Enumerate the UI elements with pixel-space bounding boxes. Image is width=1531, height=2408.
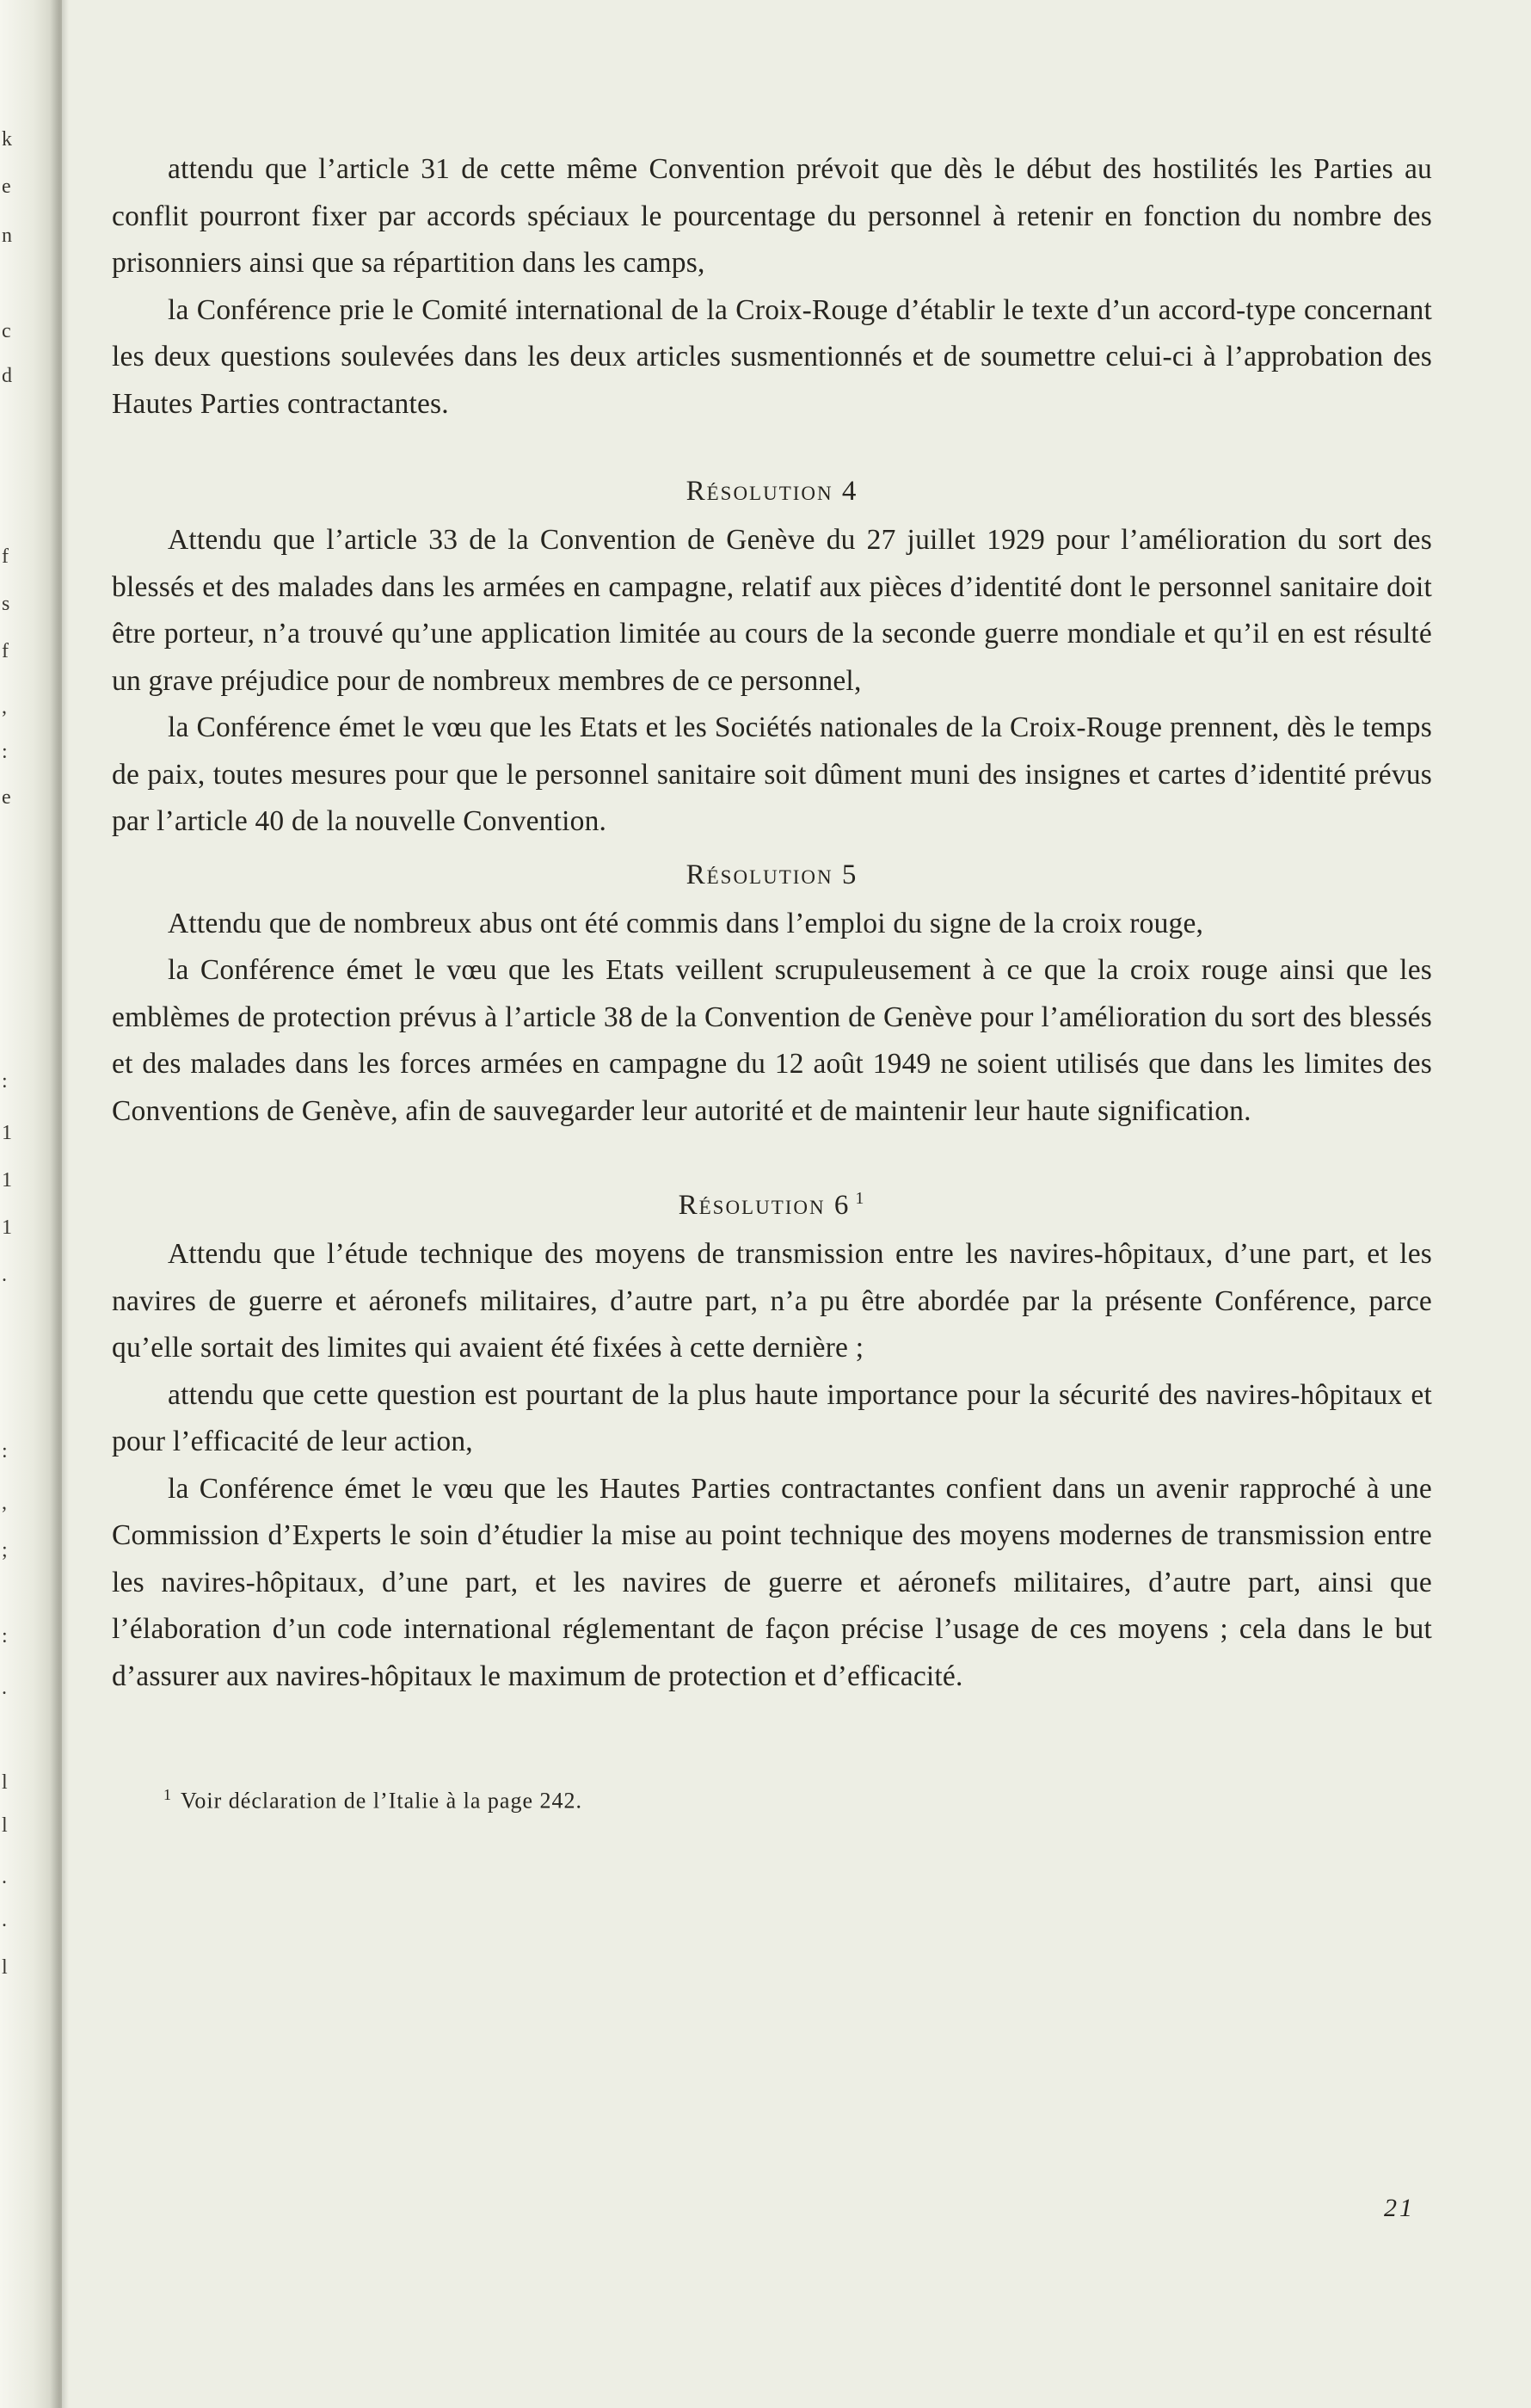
gutter-fragment: e [2,786,11,809]
resolution-6-title: Résolution 6 [678,1190,851,1221]
paragraph-conference-request: la Conférence prie le Comité international de la Croix-Rouge d’établir le texte d’un accord-type concernant les deux questions soulevées dans les deux articles susmentionnés et de soumettre celui-ci à l’approbation des Hautes Parties contractantes. [112,293,1432,420]
resolution-5-paragraph: Attendu que de nombreux abus ont été commis dans l’emploi du signe de la croix rouge, [168,907,1204,939]
footnote-text: Voir déclaration de l’Italie à la page 242. [181,1788,583,1814]
gutter-fragment: : [2,741,8,763]
gutter-fragment: 1 [2,1122,12,1144]
gutter-fragment: n [2,225,12,247]
resolution-6-paragraph: Attendu que l’étude technique des moyens de transmission entre les navires-hôpitaux, d’une part, et les navires de guerre et aéronefs militaires, d’autre part, n’a pu être abordée par la présente Conférence, parce qu’elle sortait des limites qui avaient été fixées à cette dernière ; [112,1238,1432,1364]
gutter-fragment: f [2,545,9,568]
gutter-fragment: . [2,1677,7,1699]
gutter-fragment: , [2,696,7,718]
gutter-fragment: c [2,320,11,342]
gutter-fragment: . [2,1264,7,1286]
gutter-fragment: 1 [2,1169,12,1192]
binding-shadow [50,0,69,2408]
resolution-5-heading: Résolution 5 [686,859,858,890]
gutter-fragment: 1 [2,1216,12,1239]
gutter-fragment: e [2,176,11,198]
gutter-fragment: s [2,593,10,615]
footnote [112,1779,1432,1817]
gutter-fragment: , [2,1492,7,1514]
page-number: 21 [1384,2194,1415,2222]
footnote-reference: 1 [855,1189,866,1208]
gutter-fragment: . [2,1909,7,1931]
footnote-marker: 1 [163,1786,172,1803]
resolution-5-paragraph: la Conférence émet le vœu que les Etats veillent scrupuleusement à ce que la croix rouge ainsi que les emblèmes de protection prévus à l’article 38 de la Convention de Genève pour l’amélioration du sort des blessés et des malades dans les forces armées en campagne du 12 août 1949 ne soient utilisés que dans les limites des Conventions de Genève, afin de sauvegarder leur autorité et de maintenir leur haute signification. [112,954,1432,1127]
gutter-fragment: . [2,1866,7,1888]
resolution-4-heading: Résolution 4 [686,476,858,507]
gutter-fragment: ; [2,1539,8,1561]
gutter-fragment: : [2,1070,8,1093]
page-body [112,146,1432,1817]
gutter-fragment: l [2,1956,8,1979]
resolution-6-paragraph: attendu que cette question est pourtant de la plus haute importance pour la sécurité des navires-hôpitaux et pour l’efficacité de leur action, [112,1378,1432,1457]
paragraph-article-31: attendu que l’article 31 de cette même Convention prévoit que dès le début des hostilités les Parties au conflit pourront fixer par accords spéciaux le pourcentage du personnel à retenir en fonction du nombre des prisonniers ainsi que sa répartition dans les camps, [112,153,1432,279]
resolution-6-heading [112,1179,1432,1224]
gutter-fragment: k [2,128,12,151]
gutter-fragment: : [2,1625,8,1647]
resolution-6-paragraph: la Conférence émet le vœu que les Hautes Parties contractantes confient dans un avenir rapproché à une Commission d’Experts le soin d’étudier la mise au point technique des moyens modernes de transmission entre les navires-hôpitaux, d’une part, et les navires de guerre et aéronefs militaires, d’autre part, ainsi que l’élaboration d’un code international réglementant de façon précise l’usage de ces moyens ; cela dans le but d’assurer aux navires-hôpitaux le maximum de protection et d’efficacité. [112,1472,1432,1692]
gutter-fragment: : [2,1440,8,1463]
resolution-4-paragraph: Attendu que l’article 33 de la Convention de Genève du 27 juillet 1929 pour l’amélioration du sort des blessés et des malades dans les armées en campagne, relatif aux pièces d’identité dont le personnel sanitaire doit être porteur, n’a trouvé qu’une application limitée au cours de la seconde guerre mondiale et qu’il en est résulté un grave préjudice pour de nombreux membres de ce personnel, [112,524,1432,697]
gutter-fragment: f [2,640,9,662]
gutter-fragment: d [2,365,12,387]
gutter-fragment: l [2,1771,8,1794]
resolution-4-paragraph: la Conférence émet le vœu que les Etats et les Sociétés nationales de la Croix-Rouge prennent, dès le temps de paix, toutes mesures pour que le personnel sanitaire soit dûment muni des insignes et cartes d’identité prévus par l’article 40 de la nouvelle Convention. [112,711,1432,837]
gutter-fragment: l [2,1814,8,1837]
